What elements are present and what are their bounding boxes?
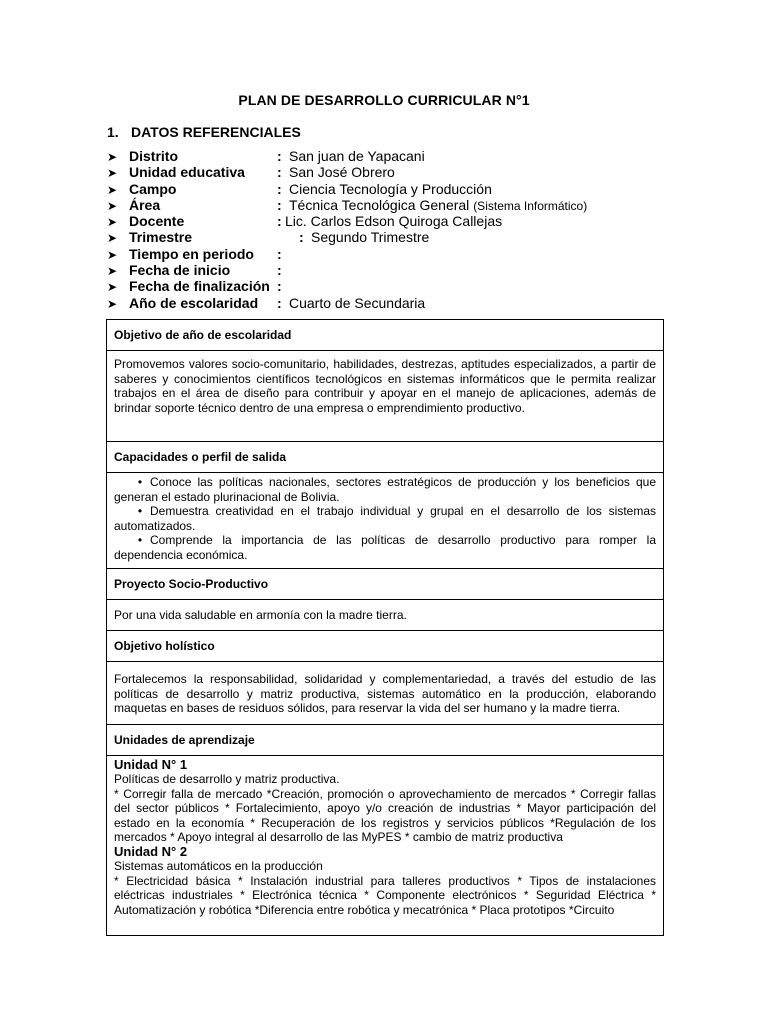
datos-colon: : bbox=[277, 213, 282, 230]
datos-colon: : bbox=[277, 164, 282, 181]
datos-colon: : bbox=[277, 278, 282, 295]
area-value: Técnica Tecnológica General bbox=[289, 196, 470, 213]
unidad-1-title: Unidad N° 1 bbox=[114, 757, 188, 772]
document-title: PLAN DE DESARROLLO CURRICULAR N°1 bbox=[238, 92, 530, 108]
datos-row-distrito bbox=[107, 148, 667, 164]
unidades-heading: Unidades de aprendizaje bbox=[107, 725, 663, 756]
arrow-bullet-icon: ➤ bbox=[107, 280, 118, 295]
datos-row-tiempo bbox=[107, 246, 667, 262]
proyecto-heading: Proyecto Socio-Productivo bbox=[107, 569, 663, 600]
datos-label: Distrito bbox=[129, 148, 178, 164]
list-item: • Comprende la importancia de las políticas de desarrollo productivo para romper la dependencia económica. bbox=[114, 533, 656, 562]
list-item: • Conoce las políticas nacionales, sectores estratégicos de producción y los beneficios que generan el estado plurinacional de Bolivia. bbox=[114, 475, 656, 504]
arrow-bullet-icon: ➤ bbox=[107, 166, 118, 181]
arrow-bullet-icon: ➤ bbox=[107, 296, 118, 311]
section-heading bbox=[107, 124, 301, 140]
datos-label: Área bbox=[129, 196, 161, 213]
bullet-dot-icon: • bbox=[137, 504, 143, 519]
unidad-2-subtitle: Sistemas automáticos en la producción bbox=[114, 858, 323, 873]
datos-label: Año de escolaridad bbox=[129, 294, 259, 311]
datos-value: San José Obrero bbox=[289, 164, 395, 181]
datos-colon: : bbox=[277, 294, 282, 311]
objetivo-anio-text: Promovemos valores socio-comunitario, habilidades, destrezas, aptitudes especializados, a partir de saberes y conocimientos científicos tecnológicos en sistemas informáticos que le permita realizar trabajos en el área de diseño para contribuir y apoyar en el manejo de aplicaciones, además de brindar soporte técnico dentro de una empresa o emprendimiento productivo. bbox=[107, 351, 663, 442]
datos-label: Fecha de inicio bbox=[129, 262, 231, 279]
datos-row-docente bbox=[107, 213, 667, 229]
datos-label: Tiempo en periodo bbox=[129, 245, 254, 262]
datos-row-unidad-educativa bbox=[107, 164, 667, 180]
datos-row-campo bbox=[107, 181, 667, 197]
section-number: 1. bbox=[107, 124, 119, 140]
unidad-1-content: * Corregir falla de mercado *Creación, promoción o aprovechamiento de mercados * Corregir fallas del sector públicos * Fortalecimiento, apoyo y/o creación de industrias * Mayor participación del estado en la economía * Recuperación de los registros y servicios públicos *Regulación de los mercados * Apoyo integral al desarrollo de las MyPES * cambio de matriz productiva bbox=[114, 786, 656, 845]
objetivo-holistico-text: Fortalecemos la responsabilidad, solidaridad y complementariedad, a través del estudio de las políticas de desarrollo y matriz productiva, sistemas automático en la producción, elaborando maquetas en bases de residuos sólidos, para reservar la vida del ser humano y la madre tierra. bbox=[107, 662, 663, 725]
arrow-bullet-icon: ➤ bbox=[107, 182, 118, 197]
datos-colon: : bbox=[277, 148, 282, 164]
unidad-2-content: * Electricidad básica * Instalación industrial para talleres productivos * Tipos de instalaciones eléctricas industriales * Electrónica técnica * Componente electrónicos * Seguridad Eléctrica * Automatización y robótica *Diferencia entre robótica y mecatrónica * Placa prototipos *Circuito bbox=[114, 873, 656, 917]
arrow-bullet-icon: ➤ bbox=[107, 198, 118, 213]
datos-row-anio-escolaridad bbox=[107, 295, 667, 311]
datos-row-area bbox=[107, 197, 667, 213]
arrow-bullet-icon: ➤ bbox=[107, 150, 118, 164]
datos-value bbox=[289, 197, 587, 214]
datos-colon: : bbox=[277, 245, 282, 262]
unidades-content bbox=[107, 756, 663, 936]
datos-referenciales-list bbox=[107, 148, 667, 311]
datos-label: Unidad educativa bbox=[129, 164, 245, 181]
datos-row-fecha-inicio bbox=[107, 262, 667, 278]
datos-colon: : bbox=[277, 196, 282, 213]
datos-colon: : bbox=[299, 229, 304, 246]
datos-label: Docente bbox=[129, 213, 185, 230]
objetivo-holistico-heading: Objetivo holístico bbox=[107, 631, 663, 662]
datos-value: Lic. Carlos Edson Quiroga Callejas bbox=[285, 213, 503, 230]
bullet-dot-icon: • bbox=[137, 475, 143, 489]
curriculum-table bbox=[106, 319, 664, 936]
datos-value: Cuarto de Secundaria bbox=[289, 294, 426, 311]
datos-value: Ciencia Tecnología y Producción bbox=[289, 180, 492, 197]
datos-label: Fecha de finalización bbox=[129, 278, 270, 295]
datos-value: San juan de Yapacani bbox=[289, 148, 425, 164]
bullet-dot-icon: • bbox=[137, 533, 143, 548]
datos-label: Campo bbox=[129, 180, 177, 197]
arrow-bullet-icon: ➤ bbox=[107, 264, 118, 279]
datos-row-fecha-finalizacion bbox=[107, 278, 667, 294]
objetivo-anio-heading: Objetivo de año de escolaridad bbox=[107, 320, 663, 351]
list-item: • Demuestra creatividad en el trabajo individual y grupal en el desarrollo de los sistemas automatizados. bbox=[114, 504, 656, 533]
arrow-bullet-icon: ➤ bbox=[107, 247, 118, 262]
unidad-1-subtitle: Políticas de desarrollo y matriz productiva. bbox=[114, 772, 340, 786]
datos-colon: : bbox=[277, 180, 282, 197]
arrow-bullet-icon: ➤ bbox=[107, 231, 118, 246]
datos-value: Segundo Trimestre bbox=[311, 229, 430, 246]
proyecto-text: Por una vida saludable en armonía con la madre tierra. bbox=[107, 600, 663, 631]
unidad-2-title: Unidad N° 2 bbox=[114, 843, 188, 859]
capacidades-list bbox=[107, 473, 663, 569]
arrow-bullet-icon: ➤ bbox=[107, 215, 118, 230]
datos-label: Trimestre bbox=[129, 229, 193, 246]
datos-row-trimestre bbox=[107, 229, 667, 245]
capacidades-heading: Capacidades o perfil de salida bbox=[107, 442, 663, 473]
section-title: DATOS REFERENCIALES bbox=[131, 124, 301, 140]
datos-colon: : bbox=[277, 262, 282, 279]
area-note: (Sistema Informático) bbox=[473, 198, 588, 213]
